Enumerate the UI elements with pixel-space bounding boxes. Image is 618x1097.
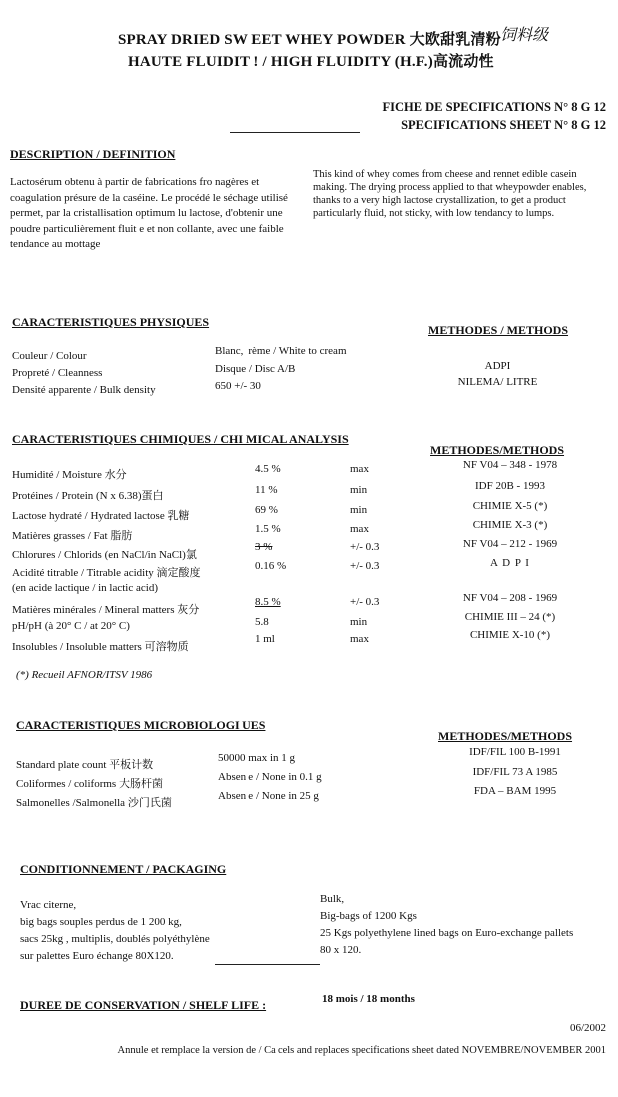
description-heading: DESCRIPTION / DEFINITION [10, 147, 176, 161]
chem-method-fat: CHIMIE X-3 (*) [472, 519, 548, 531]
chem-value-fat: 1.5 % [255, 523, 281, 535]
chem-method-chlorids: NF V04 – 212 - 1969 [462, 538, 558, 550]
chem-limit-lactose: min [350, 504, 368, 516]
chem-label-chlorids: Chlorures / Chlorids (en NaCl/in NaCl)氯 [12, 549, 197, 561]
chem-label-ph: pH/pH (à 20° C / at 20° C) [12, 620, 130, 632]
packaging-en-line: Big-bags of 1200 Kgs [320, 910, 417, 922]
chem-limit-ph: min [350, 616, 368, 628]
replaces-note: Annule et remplace la version de / Ca cels and replaces specifications sheet dated NOVEMBRE/NOVEMBER 2001 [117, 1045, 606, 1056]
shelf-life-value: 18 mois / 18 months [322, 993, 415, 1005]
chem-limit-insoluble: max [350, 633, 369, 645]
packaging-en-line: 80 x 120. [320, 944, 362, 956]
packaging-fr-line: sur palettes Euro échange 80X120. [20, 950, 174, 962]
micro-label-coliforms: Coliformes / coliforms 大肠杆菌 [16, 778, 163, 790]
micro-method-plate-count: IDF/FIL 100 B-1991 [469, 746, 561, 758]
chemical-footnote: (*) Recueil AFNOR/ITSV 1986 [16, 669, 153, 681]
description-fr: Lactosérum obtenu à partir de fabrications fro nagères et coagulation présure de la caséine. Le procédé le séchage utilisé permet, par la cristallisation optimum lu lactose, d'obtenir une poudre particulièrement fluit e et non collante, avec une faible tendance au mottage [10, 176, 288, 250]
chem-value-chlorids: 3 % [255, 541, 273, 553]
physical-heading: CARACTERISTIQUES PHYSIQUES [12, 315, 210, 329]
chem-method-ph: CHIMIE III – 24 (*) [464, 611, 556, 623]
physical-label-cleanness: Propreté / Cleanness [12, 367, 103, 379]
micro-value-salmonella: Absen e / None in 25 g [218, 790, 319, 802]
physical-value-cleanness: Disque / Disc A/B [215, 363, 296, 375]
chem-method-mineral: NF V04 – 208 - 1969 [462, 592, 558, 604]
packaging-fr-line: Vrac citerne, [20, 899, 77, 911]
chem-value-protein: 11 % [255, 484, 278, 496]
micro-label-plate-count: Standard plate count 平板计数 [16, 759, 154, 771]
micro-method-coliforms: IDF/FIL 73 A 1985 [472, 766, 558, 778]
physical-label-density: Densité apparente / Bulk density [12, 384, 156, 396]
micro-value-coliforms: Absen e / None in 0.1 g [218, 771, 322, 783]
physical-method-density: NILEMA/ LITRE [457, 376, 538, 388]
document-subtitle: HAUTE FLUIDIT ! / HIGH FLUIDITY (H.F.)高流动性 [128, 54, 494, 70]
chem-method-protein: IDF 20B - 1993 [475, 480, 545, 492]
document-date: 06/2002 [569, 1022, 606, 1034]
chem-limit-acidity: +/- 0.3 [350, 560, 380, 572]
document-title: SPRAY DRIED SW EET WHEY POWDER 大欧甜乳清粉 [118, 32, 501, 48]
chem-method-insoluble: CHIMIE X-10 (*) [469, 629, 551, 641]
handwritten-note: 饲料级 [500, 25, 549, 44]
micro-methods-heading: METHODES/METHODS [438, 729, 573, 743]
chem-label-moisture: Humidité / Moisture 水分 [12, 469, 127, 481]
chem-label-mineral: Matières minérales / Mineral matters 灰分 [12, 604, 200, 616]
chem-value-mineral: 8.5 % [255, 596, 281, 608]
physical-method-cleanness: ADPI [484, 360, 511, 372]
sheet-number-fr: FICHE DE SPECIFICATIONS N° 8 G 12 [382, 100, 606, 114]
micro-heading: CARACTERISTIQUES MICROBIOLOGI UES [16, 718, 266, 732]
micro-value-plate-count: 50000 max in 1 g [218, 752, 295, 764]
packaging-fr-line: sacs 25kg , multiplis, doublés polyéthylène [20, 933, 210, 945]
sheet-number-en: SPECIFICATIONS SHEET N° 8 G 12 [401, 118, 606, 132]
chem-value-moisture: 4.5 % [255, 463, 281, 475]
chem-method-lactose: CHIMIE X-5 (*) [472, 500, 548, 512]
chemical-methods-heading: METHODES/METHODS [430, 443, 565, 457]
chem-limit-mineral: +/- 0.3 [350, 596, 380, 608]
chem-value-ph: 5.8 [255, 616, 269, 628]
micro-method-salmonella: FDA – BAM 1995 [473, 785, 557, 797]
packaging-en-line: Bulk, [320, 893, 345, 905]
shelf-life-heading: DUREE DE CONSERVATION / SHELF LIFE : [20, 998, 267, 1012]
chem-label-insoluble: Insolubles / Insoluble matters 可溶物质 [12, 641, 189, 653]
chem-label-acidity: Acidité titrable / Titrable acidity 滴定酸度 [12, 567, 201, 579]
chem-limit-chlorids: +/- 0.3 [350, 541, 380, 553]
chem-method-acidity: A D P I [490, 557, 530, 569]
chem-limit-fat: max [350, 523, 369, 535]
chem-value-insoluble: 1 ml [255, 633, 275, 645]
micro-label-salmonella: Salmonelles /Salmonella 沙门氏菌 [16, 797, 172, 809]
physical-value-colour: Blanc, rème / White to cream [215, 345, 347, 357]
physical-label-colour: Couleur / Colour [12, 350, 87, 362]
packaging-fr-line: big bags souples perdus de 1 200 kg, [20, 916, 182, 928]
chem-value-lactose: 69 % [255, 504, 278, 516]
chem-limit-moisture: max [350, 463, 369, 475]
chem-value-acidity: 0.16 % [255, 560, 287, 572]
chem-label-protein: Protéines / Protein (N x 6.38)蛋白 [12, 490, 164, 502]
packaging-heading: CONDITIONNEMENT / PACKAGING [20, 862, 227, 876]
chem-label-acidity-note: (en acide lactique / in lactic acid) [12, 582, 158, 594]
chem-label-lactose: Lactose hydraté / Hydrated lactose 乳糖 [12, 510, 190, 522]
physical-methods-heading: METHODES / METHODS [428, 323, 569, 337]
description-en: This kind of whey comes from cheese and rennet edible casein making. The drying process applied to that wheypowder enables, thanks to a very high lactose crystallization, to get a product particularly fluid, not sticky, with low tendancy to lumps. [313, 169, 587, 219]
chem-limit-protein: min [350, 484, 368, 496]
packaging-en-line: 25 Kgs polyethylene lined bags on Euro-exchange pallets [320, 927, 574, 939]
chem-method-moisture: NF V04 – 348 - 1978 [462, 459, 558, 471]
physical-value-density: 650 +/- 30 [215, 380, 261, 392]
divider [230, 132, 360, 133]
chemical-heading: CARACTERISTIQUES CHIMIQUES / CHI MICAL ANALYSIS [12, 432, 349, 446]
divider [215, 964, 320, 965]
chem-label-fat: Matières grasses / Fat 脂肪 [12, 530, 133, 542]
